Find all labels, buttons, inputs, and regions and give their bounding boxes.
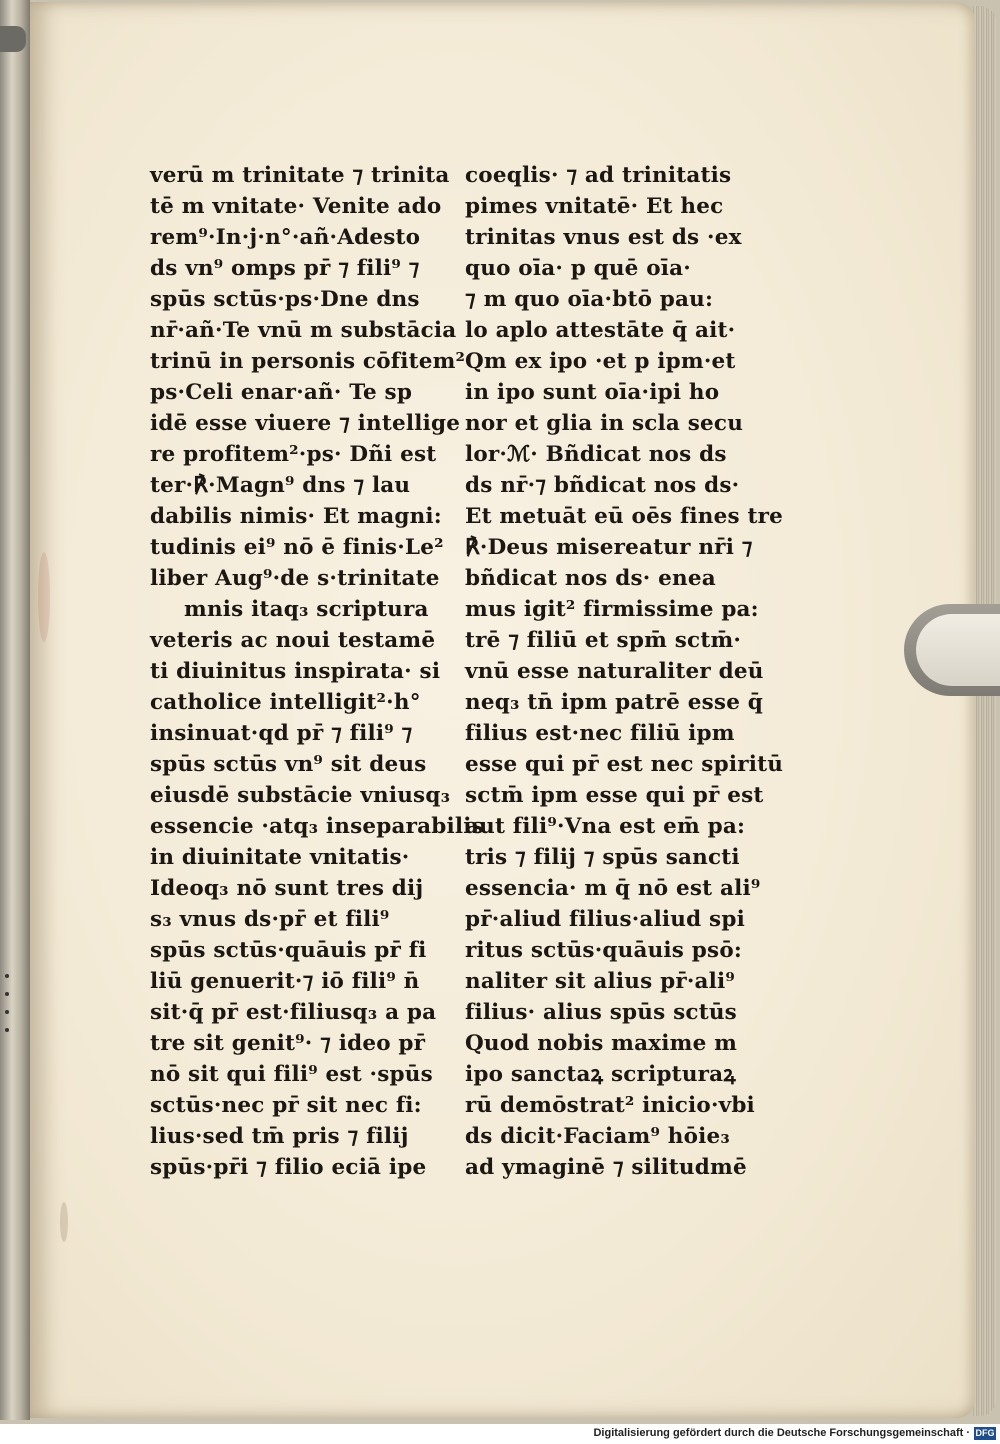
text-line: nr̄·añ·Te vnū m substācia	[150, 318, 457, 343]
dfg-logo: DFG	[975, 1428, 995, 1438]
text-line: nor et glia in scla secu	[465, 411, 744, 436]
text-line: re profitem²·ps· Dñi est	[150, 442, 437, 467]
text-line: in ipo sunt oīa·ipi ho	[465, 380, 720, 405]
text-line: spūs·pr̄i ⁊ filio eciā ipe	[150, 1155, 427, 1180]
text-line: tudinis ei⁹ nō ē finis·Le²	[150, 535, 444, 560]
text-line: lius·sed tm̄ pris ⁊ filij	[150, 1124, 409, 1149]
text-line: aut fili⁹·Vna est em̄ pa:	[465, 814, 746, 839]
text-line: trē ⁊ filiū et spm̄ sctm̄·	[465, 628, 742, 653]
text-line: ps·Celi enar·añ· Te sp	[150, 380, 413, 405]
text-line: ritus sctūs·quāuis psō:	[465, 938, 742, 963]
text-line: trinitas vnus est ds ·ex	[465, 225, 742, 250]
text-line: ipo sanctaꝝ scripturaꝝ	[465, 1062, 736, 1087]
text-line: trinū in personis cōfitem²	[150, 349, 466, 374]
text-line: filius est·nec filiū ipm	[465, 721, 735, 746]
text-line: liū genuerit·⁊ iō fili⁹ n̄	[150, 969, 420, 994]
text-line: Ideoq₃ nō sunt tres dij	[150, 876, 424, 901]
text-line: spūs sctūs·quāuis pr̄ fi	[150, 938, 427, 963]
text-line: Quod nobis maxime m	[465, 1031, 738, 1056]
text-line: dabilis nimis· Et magni:	[150, 504, 442, 529]
text-line: ds vn⁹ omps pr̄ ⁊ fili⁹ ⁊	[150, 256, 420, 281]
text-line: Et metuāt eū oēs fines tre	[465, 504, 783, 529]
text-line: sit·q̄ pr̄ est·filiusq₃ a pa	[150, 1000, 437, 1025]
text-line: naliter sit alius pr̄·ali⁹	[465, 969, 736, 994]
text-line: veteris ac noui testamē	[150, 628, 436, 653]
page-stain	[38, 552, 50, 642]
text-line: ti diuinitus inspirata· si	[150, 659, 441, 684]
text-line: mus igit² firmissime pa:	[465, 597, 759, 622]
spine-marks	[2, 960, 14, 1140]
footer-credit: Digitalisierung gefördert durch die Deutsche Forschungsgemeinschaft ·	[593, 1427, 970, 1439]
text-line: liber Aug⁹·de s·trinitate	[150, 566, 440, 591]
text-line: spūs sctūs vn⁹ sit deus	[150, 752, 427, 777]
text-line: filius· alius spūs sctūs	[465, 1000, 737, 1025]
text-line: essencia· m q̄ nō est ali⁹	[465, 876, 761, 901]
text-line: eiusdē substācie vniusq₃	[150, 783, 451, 808]
text-line: ℟·Deus misereatur nr̄i ⁊	[465, 535, 753, 560]
text-line: s₃ vnus ds·pr̄ et fili⁹	[150, 907, 390, 932]
text-line: tre sit genit⁹· ⁊ ideo pr̄	[150, 1031, 426, 1056]
text-line: lor·ℳ· Bñdicat nos ds	[465, 442, 727, 467]
text-line: coeqlis· ⁊ ad trinitatis	[465, 163, 732, 188]
page-stain	[60, 1202, 68, 1242]
page-edges	[972, 6, 996, 1416]
text-line: ⁊ m quo oīa·btō pau:	[465, 287, 714, 312]
text-line: catholice intelligit²·h°	[150, 690, 421, 715]
footer-bar	[0, 1424, 1000, 1444]
text-line: idē esse viuere ⁊ intellige	[150, 411, 461, 436]
text-line: sctūs·nec pr̄ sit nec fi:	[150, 1093, 422, 1118]
book-clasp-inner	[916, 614, 1000, 686]
text-line: mnis itaq₃ scriptura	[184, 597, 429, 622]
text-line: pimes vnitatē· Et hec	[465, 194, 724, 219]
top-clasp	[0, 26, 26, 52]
text-line: in diuinitate vnitatis·	[150, 845, 410, 870]
text-column-right	[465, 160, 784, 1183]
text-line: sctm̄ ipm esse qui pr̄ est	[465, 783, 764, 808]
text-line: verū m trinitate ⁊ trinita	[150, 163, 450, 188]
text-line: pr̄·aliud filius·aliud spi	[465, 907, 745, 932]
text-column-left	[150, 160, 484, 1183]
text-line: quo oīa· p quē oīa·	[465, 256, 691, 281]
text-line: insinuat·qd pr̄ ⁊ fili⁹ ⁊	[150, 721, 413, 746]
text-line: essencie ·atq₃ inseparabilis	[150, 814, 484, 839]
text-line: ter·℟·Magn⁹ dns ⁊ lau	[150, 473, 411, 498]
text-line: bñdicat nos ds· enea	[465, 566, 716, 591]
text-line: esse qui pr̄ est nec spiritū	[465, 752, 784, 777]
text-line: rū demōstrat² inicio·vbi	[465, 1093, 755, 1118]
text-line: nō sit qui fili⁹ est ·spūs	[150, 1062, 433, 1087]
text-line: vnū esse naturaliter deū	[465, 659, 764, 684]
text-line: neq₃ tn̄ ipm patrē esse q̄	[465, 690, 763, 715]
text-line: Qm ex ipo ·et p ipm·et	[465, 349, 736, 374]
text-line: rem⁹·In·j·n°·añ·Adesto	[150, 225, 421, 250]
text-line: ad ymaginē ⁊ silitudmē	[465, 1155, 747, 1180]
text-line: spūs sctūs·ps·Dne dns	[150, 287, 420, 312]
text-line: lo aplo attestāte q̄ ait·	[465, 318, 736, 343]
text-line: tē m vnitate· Venite ado	[150, 194, 442, 219]
text-line: ds nr̄·⁊ bñdicat nos ds·	[465, 473, 740, 498]
left-page-edge	[0, 0, 30, 1420]
text-line: ds dicit·Faciam⁹ hōie₃	[465, 1124, 730, 1149]
text-line: tris ⁊ filij ⁊ spūs sancti	[465, 845, 740, 870]
